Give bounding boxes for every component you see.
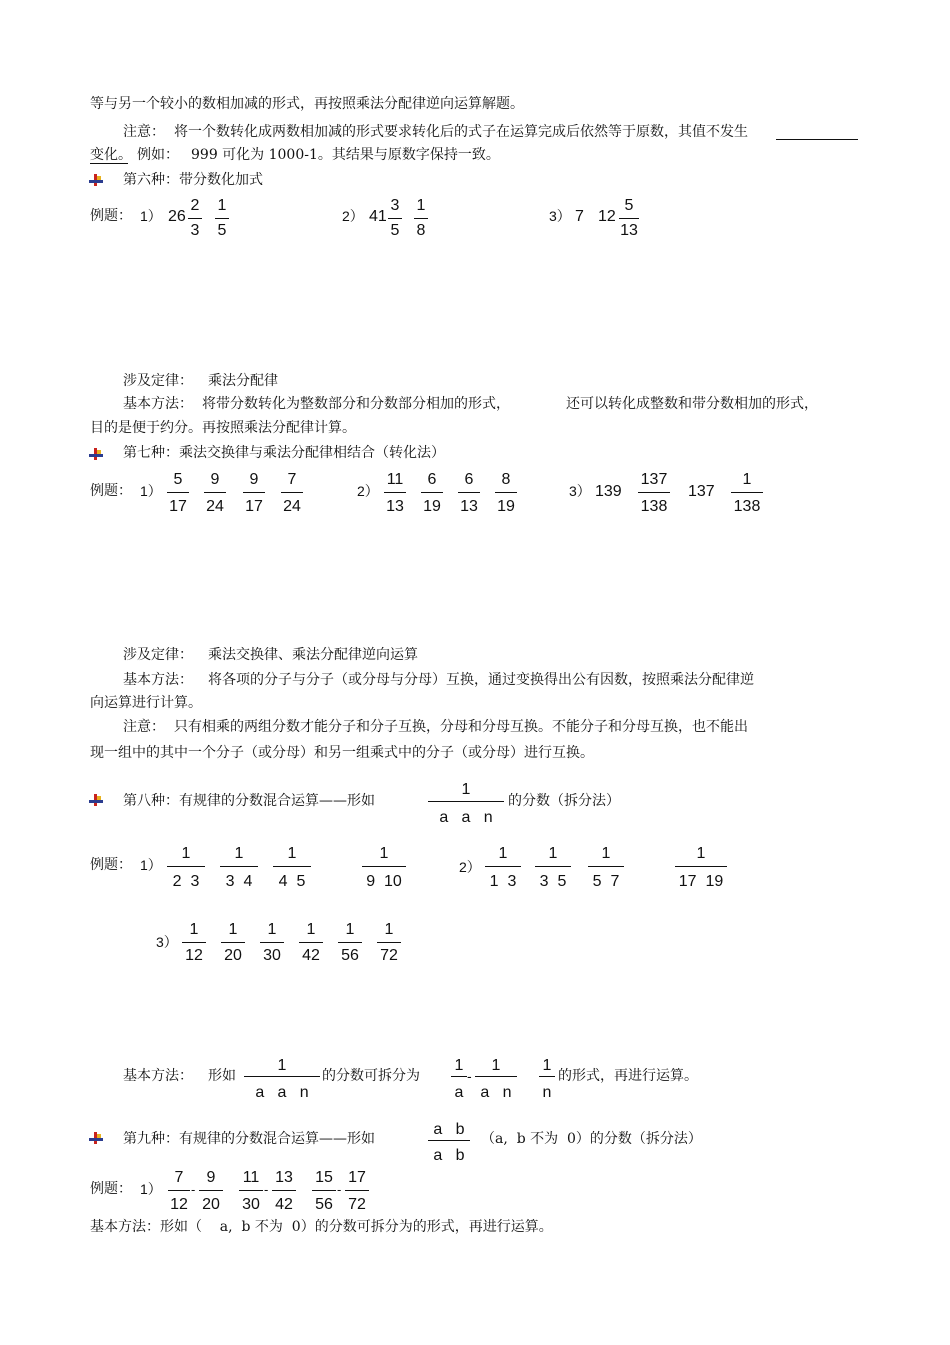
underline bbox=[776, 139, 858, 140]
numerator: 9 bbox=[210, 471, 220, 488]
numerator: 1 bbox=[491, 1057, 501, 1074]
fraction-bar bbox=[539, 1076, 555, 1077]
numerator: 1 bbox=[384, 921, 394, 938]
fraction-bar bbox=[451, 1076, 467, 1077]
numerator: 1 bbox=[217, 197, 227, 214]
section-title-tail: （a, b 不为 0）的分数（拆分法） bbox=[481, 1131, 702, 1147]
fraction-bar bbox=[384, 492, 406, 493]
fraction-bar bbox=[535, 866, 571, 867]
fraction-bar bbox=[244, 1076, 320, 1077]
denominator: 4 5 bbox=[278, 873, 306, 890]
minus-sign: - bbox=[264, 1182, 269, 1197]
fraction-bar bbox=[388, 218, 402, 219]
fraction-bar bbox=[345, 1190, 369, 1191]
denominator: 12 bbox=[170, 1196, 188, 1213]
denominator: 17 19 bbox=[678, 873, 724, 890]
example-index: 3） bbox=[549, 208, 571, 224]
numerator: 1 bbox=[345, 921, 355, 938]
law-text: 乘法分配律 bbox=[208, 373, 278, 389]
numerator: 1 bbox=[234, 845, 244, 862]
method-text: 的分数可拆分为 bbox=[322, 1068, 420, 1084]
note-text: 将一个数转化成两数相加减的形式要求转化后的式子在运算完成后依然等于原数，其值不发生 bbox=[174, 124, 748, 140]
numerator: 1 bbox=[181, 845, 191, 862]
denominator: 24 bbox=[283, 498, 301, 515]
denominator: 56 bbox=[341, 947, 359, 964]
denominator: a a n bbox=[255, 1084, 309, 1101]
note-text: 只有相乘的两组分数才能分子和分子互换，分母和分母互换。不能分子和分母互换，也不能出 bbox=[174, 719, 748, 735]
fraction-bar bbox=[485, 866, 521, 867]
fraction-bar bbox=[220, 866, 258, 867]
fraction-bar bbox=[281, 492, 303, 493]
section-bullet-icon bbox=[89, 448, 103, 460]
fraction-bar bbox=[182, 942, 206, 943]
method-label: 基本方法： bbox=[123, 1068, 193, 1084]
section-title: 第六种：带分数化加式 bbox=[123, 172, 263, 188]
numerator: 11 bbox=[242, 1169, 260, 1186]
method-label: 基本方法： bbox=[123, 396, 193, 412]
numerator: 11 bbox=[386, 471, 404, 488]
fraction-bar bbox=[362, 866, 406, 867]
example-index: 2） bbox=[459, 859, 481, 875]
denominator: 13 bbox=[460, 498, 478, 515]
numerator: 1 bbox=[548, 845, 558, 862]
minus-sign: - bbox=[191, 1182, 196, 1197]
numerator: 137 bbox=[640, 471, 668, 488]
whole-number: 137 bbox=[688, 483, 715, 500]
examples-label: 例题： bbox=[90, 1181, 132, 1197]
method-text: 的形式，再进行运算。 bbox=[558, 1068, 698, 1084]
numerator: 5 bbox=[624, 197, 634, 214]
example-index: 1） bbox=[140, 1181, 162, 1197]
method-text: 形如 bbox=[208, 1068, 236, 1084]
numerator: 17 bbox=[348, 1169, 366, 1186]
method-text: 目的是便于约分。再按照乘法分配律计算。 bbox=[90, 420, 356, 436]
numerator: 1 bbox=[267, 921, 277, 938]
numerator: 3 bbox=[390, 197, 400, 214]
method-label: 基本方法： bbox=[123, 672, 193, 688]
denominator: 17 bbox=[169, 498, 187, 515]
fraction-bar bbox=[338, 942, 362, 943]
fraction-bar bbox=[167, 492, 189, 493]
method-text: 将各项的分子与分子（或分母与分母）互换，通过变换得出公有因数，按照乘法分配律逆 bbox=[208, 672, 754, 688]
fraction-bar bbox=[377, 942, 401, 943]
denominator: 30 bbox=[263, 947, 281, 964]
section-bullet-icon bbox=[89, 794, 103, 806]
example-index: 1） bbox=[140, 208, 162, 224]
example-index: 1） bbox=[140, 483, 162, 499]
denominator: 17 bbox=[245, 498, 263, 515]
numerator: 8 bbox=[501, 471, 511, 488]
fraction-bar bbox=[428, 1140, 470, 1141]
denominator: 5 7 bbox=[592, 873, 620, 890]
fraction-bar bbox=[204, 492, 226, 493]
minus-sign: - bbox=[337, 1182, 342, 1197]
denominator: 30 bbox=[242, 1196, 260, 1213]
numerator: 1 bbox=[306, 921, 316, 938]
fraction-bar bbox=[675, 866, 727, 867]
whole-number: 41 bbox=[369, 208, 387, 225]
fraction-bar bbox=[638, 492, 670, 493]
numerator: 1 bbox=[498, 845, 508, 862]
note-continuation: 变化。 bbox=[90, 147, 132, 163]
denominator: 42 bbox=[302, 947, 320, 964]
denominator: 1 3 bbox=[489, 873, 517, 890]
fraction-bar bbox=[428, 801, 504, 802]
minus-sign: - bbox=[467, 1068, 472, 1084]
denominator: 19 bbox=[497, 498, 515, 515]
fraction-bar bbox=[221, 942, 245, 943]
example-index: 3） bbox=[156, 934, 178, 950]
denominator: 56 bbox=[315, 1196, 333, 1213]
numerator: 1 bbox=[228, 921, 238, 938]
denominator: 138 bbox=[733, 498, 761, 515]
method-text: 还可以转化成整数和带分数相加的形式， bbox=[566, 396, 818, 412]
denominator: 5 bbox=[217, 222, 227, 239]
note-label: 注意： bbox=[123, 124, 165, 140]
example-index: 2） bbox=[357, 483, 379, 499]
numerator: 1 bbox=[287, 845, 297, 862]
law-text: 乘法交换律、乘法分配律逆向运算 bbox=[208, 647, 418, 663]
fraction-bar bbox=[588, 866, 624, 867]
numerator: 13 bbox=[275, 1169, 293, 1186]
numerator: 6 bbox=[464, 471, 474, 488]
section-bullet-icon bbox=[89, 174, 103, 186]
denominator: 138 bbox=[640, 498, 668, 515]
denominator: 72 bbox=[348, 1196, 366, 1213]
fraction-bar bbox=[421, 492, 443, 493]
examples-label: 例题： bbox=[90, 208, 132, 224]
fraction-bar bbox=[168, 1190, 190, 1191]
numerator: 6 bbox=[427, 471, 437, 488]
fraction-bar bbox=[312, 1190, 336, 1191]
fraction-bar bbox=[273, 866, 311, 867]
numerator: 2 bbox=[190, 197, 200, 214]
numerator: 1 bbox=[461, 781, 471, 798]
numerator: 7 bbox=[287, 471, 297, 488]
note-label: 注意： bbox=[123, 719, 165, 735]
denominator: 42 bbox=[275, 1196, 293, 1213]
method-text: 基本方法：形如（ a, b 不为 0）的分数可拆分为的形式，再进行运算。 bbox=[90, 1219, 553, 1235]
denominator: 13 bbox=[386, 498, 404, 515]
method-text: 向运算进行计算。 bbox=[90, 695, 202, 711]
numerator: 15 bbox=[315, 1169, 333, 1186]
numerator: 1 bbox=[416, 197, 426, 214]
section-title: 第八种：有规律的分数混合运算——形如 bbox=[123, 793, 375, 809]
denominator: 20 bbox=[224, 947, 242, 964]
fraction-bar bbox=[272, 1190, 296, 1191]
whole-number: 26 bbox=[168, 208, 186, 225]
note-text: 现一组中的其中一个分子（或分母）和另一组乘式中的分子（或分母）进行互换。 bbox=[90, 745, 594, 761]
numerator: 1 bbox=[379, 845, 389, 862]
numerator: 1 bbox=[742, 471, 752, 488]
fraction-bar bbox=[243, 492, 265, 493]
note-example-label: 例如： bbox=[137, 147, 179, 163]
fraction-bar bbox=[215, 218, 229, 219]
section-bullet-icon bbox=[89, 1132, 103, 1144]
denominator: 24 bbox=[206, 498, 224, 515]
denominator: n bbox=[542, 1084, 552, 1101]
denominator: a a n bbox=[439, 809, 493, 826]
denominator: 3 5 bbox=[539, 873, 567, 890]
denominator: 72 bbox=[380, 947, 398, 964]
denominator: 3 bbox=[190, 222, 200, 239]
note-example: 999 可化为 1000-1。其结果与原数字保持一致。 bbox=[191, 147, 500, 163]
whole-number: 12 bbox=[598, 208, 616, 225]
section-title: 第九种：有规律的分数混合运算——形如 bbox=[123, 1131, 375, 1147]
fraction-bar bbox=[619, 218, 639, 219]
denominator: 20 bbox=[202, 1196, 220, 1213]
denominator: 8 bbox=[416, 222, 426, 239]
numerator: 1 bbox=[542, 1057, 552, 1074]
numerator: 1 bbox=[189, 921, 199, 938]
denominator: a n bbox=[480, 1084, 512, 1101]
denominator: 3 4 bbox=[225, 873, 253, 890]
paragraph-line: 等与另一个较小的数相加减的形式，再按照乘法分配律逆向运算解题。 bbox=[90, 96, 524, 112]
numerator: 1 bbox=[454, 1057, 464, 1074]
denominator: a bbox=[454, 1084, 464, 1101]
examples-label: 例题： bbox=[90, 483, 132, 499]
numerator: 5 bbox=[173, 471, 183, 488]
numerator: 9 bbox=[249, 471, 259, 488]
numerator: 1 bbox=[601, 845, 611, 862]
numerator: a b bbox=[433, 1121, 465, 1138]
denominator: 2 3 bbox=[172, 873, 200, 890]
numerator: 7 bbox=[174, 1169, 184, 1186]
fraction-bar bbox=[458, 492, 480, 493]
denominator: 19 bbox=[423, 498, 441, 515]
fraction-bar bbox=[167, 866, 205, 867]
example-index: 2） bbox=[342, 208, 364, 224]
fraction-bar bbox=[495, 492, 517, 493]
fraction-bar bbox=[239, 1190, 263, 1191]
fraction-bar bbox=[299, 942, 323, 943]
fraction-bar bbox=[260, 942, 284, 943]
denominator: 12 bbox=[185, 947, 203, 964]
whole-number: 139 bbox=[595, 483, 622, 500]
fraction-bar bbox=[188, 218, 202, 219]
example-index: 3） bbox=[569, 483, 591, 499]
underline bbox=[90, 163, 128, 164]
fraction-bar bbox=[414, 218, 428, 219]
denominator: 9 10 bbox=[366, 873, 402, 890]
denominator: 13 bbox=[620, 222, 638, 239]
whole-number: 7 bbox=[575, 208, 584, 225]
section-title: 第七种：乘法交换律与乘法分配律相结合（转化法） bbox=[123, 445, 445, 461]
examples-label: 例题： bbox=[90, 857, 132, 873]
denominator: 5 bbox=[390, 222, 400, 239]
law-label: 涉及定律： bbox=[123, 373, 193, 389]
numerator: 9 bbox=[206, 1169, 216, 1186]
fraction-bar bbox=[731, 492, 763, 493]
example-index: 1） bbox=[140, 857, 162, 873]
denominator: a b bbox=[433, 1147, 465, 1164]
section-title-tail: 的分数（拆分法） bbox=[508, 793, 620, 809]
fraction-bar bbox=[475, 1076, 517, 1077]
law-label: 涉及定律： bbox=[123, 647, 193, 663]
fraction-bar bbox=[199, 1190, 223, 1191]
numerator: 1 bbox=[277, 1057, 287, 1074]
method-text: 将带分数转化为整数部分和分数部分相加的形式， bbox=[202, 396, 510, 412]
numerator: 1 bbox=[696, 845, 706, 862]
